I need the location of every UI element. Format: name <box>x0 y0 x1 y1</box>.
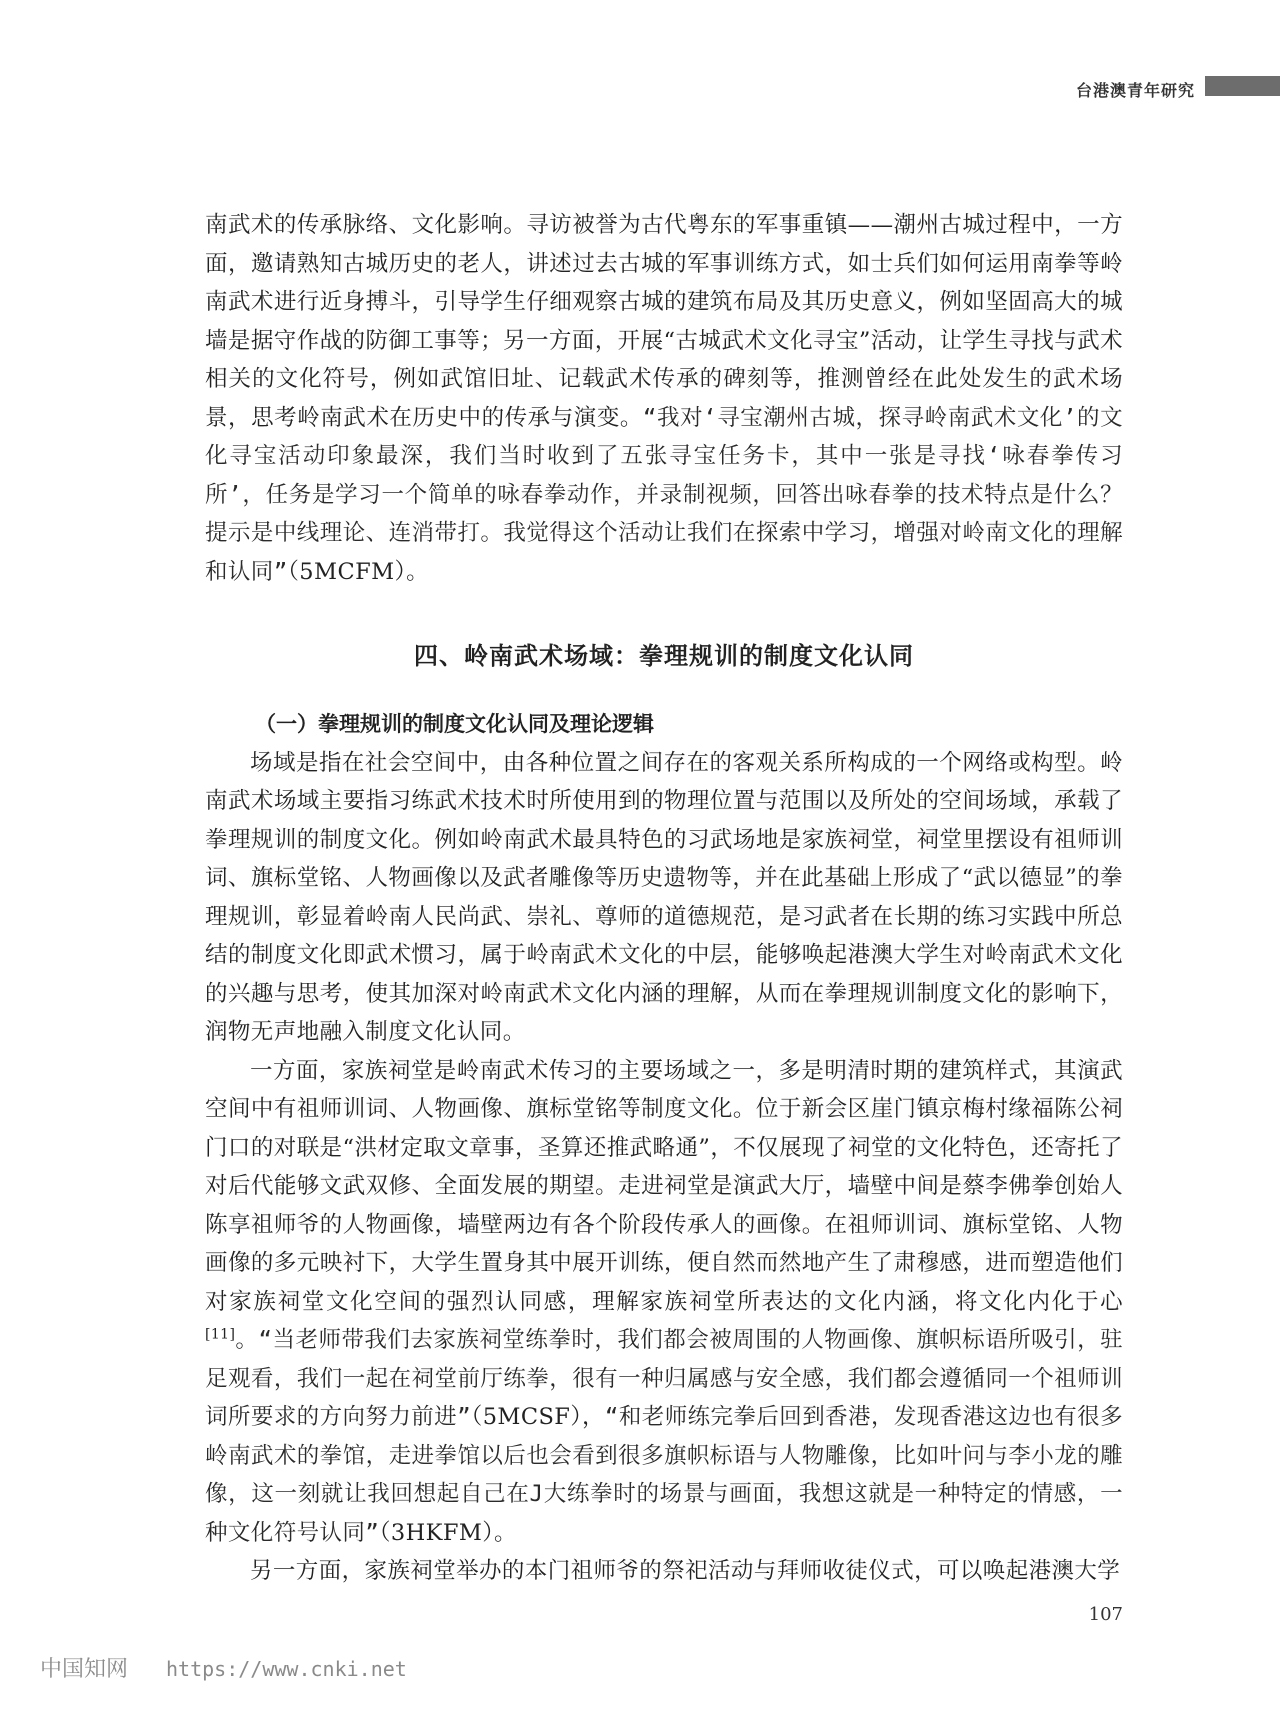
header-accent-bar <box>1205 76 1280 96</box>
section-heading: 四、岭南武术场域：拳理规训的制度文化认同 <box>414 642 914 670</box>
interview-quote: “和老师练完拳后回到香港，发现香港这边也有很多岭南武术的拳馆，走进拳馆以后也会看到很多旗帜标语与人物雕像，比如叶问与李小龙的雕像，这一刻就让我回想起自己在J大练拳时的场景与画面，我想这就是一种特定的情感，一种文化符号认同” <box>205 1404 1123 1546</box>
watermark-name: 中国知网 <box>40 1657 129 1682</box>
intro-text: 南武术的传承脉络、文化影响。寻访被誉为古代粤东的军事重镇——潮州古城过程中，一方面，邀请熟知古城历史的老人，讲述过去古城的军事训练方式，如士兵们如何运用南拳等岭南武术进行近身搏斗，引导学生仔细观察古城的建筑布局及其历史意义，例如坚固高大的城墙是据守作战的防御工事等；另一方面，开展“古城武术文化寻宝”活动，让学生寻找与武术相关的文化符号，例如武馆旧址、记载武术传承的碑刻等，推测曾经在此处发生的武术场景，思考岭南武术在历史中的传承与演变。 <box>205 212 1123 431</box>
cnki-watermark <box>40 1652 407 1683</box>
watermark-url: https://www.cnki.net <box>166 1657 407 1681</box>
interviewee-code: （3HKFM）。 <box>379 1519 517 1546</box>
interview-quote: “我对‘寻宝潮州古城，探寻岭南武术文化’的文化寻宝活动印象最深，我们当时收到了五张寻宝任务卡，其中一张是寻找‘咏春拳传习所’，任务是学习一个简单的咏春拳动作，并录制视频，回答出咏春拳的技术特点是什么？提示是中线理论、连消带打。我觉得这个活动让我们在探索中学习，增强对岭南文化的理解和认同” <box>205 404 1123 585</box>
body-paragraph: 场域是指在社会空间中，由各种位置之间存在的客观关系所构成的一个网络或构型。岭南武术场域主要指习练武术技术时所使用到的物理位置与范围以及所处的空间场域，承载了拳理规训的制度文化。例如岭南武术最具特色的习武场地是家族祠堂，祠堂里摆设有祖师训词、旗标堂铭、人物画像以及武者雕像等历史遗物等，并在此基础上形成了“武以德显”的拳理规训，彰显着岭南人民尚武、崇礼、尊师的道德规范，是习武者在长期的练习实践中所总结的制度文化即武术惯习，属于岭南武术文化的中层，能够唤起港澳大学生对岭南武术文化的兴趣与思考，使其加深对岭南武术文化内涵的理解，从而在拳理规训制度文化的影响下，润物无声地融入制度文化认同。 <box>205 749 1123 1045</box>
journal-header-title: 台港澳青年研究 <box>1075 81 1195 100</box>
interview-quote: “当老师带我们去家族祠堂练拳时，我们都会被周围的人物画像、旗帜标语所吸引，驻足观看，我们一起在祠堂前厅练拳，很有一种归属感与安全感，我们都会遵循同一个祖师训词所要求的方向努力前进” <box>205 1327 1124 1430</box>
intro-paragraph <box>205 206 1123 591</box>
body-paragraph <box>205 1052 1123 1553</box>
article-body <box>205 206 1123 1591</box>
page-number: 107 <box>1088 1604 1123 1625</box>
interviewee-code: （5MCSF）， <box>471 1404 605 1430</box>
citation-reference: [11] <box>205 1326 236 1343</box>
paragraph-text: 一方面，家族祠堂是岭南武术传习的主要场域之一，多是明清时期的建筑样式，其演武空间中有祖师训词、人物画像、旗标堂铭等制度文化。位于新会区崖门镇京梅村缘福陈公祠门口的对联是“洪材定取文章事，圣算还推武略通”，不仅展现了祠堂的文化特色，还寄托了对后代能够文武双修、全面发展的期望。走进祠堂是演武大厅，墙壁中间是蔡李佛拳创始人陈享祖师爷的人物画像，墙壁两边有各个阶段传承人的画像。在祖师训词、旗标堂铭、人物画像的多元映衬下，大学生置身其中展开训练，便自然而然地产生了肃穆感，进而塑造他们对家族祠堂文化空间的强烈认同感，理解家族祠堂所表达的文化内涵，将文化内化于心 <box>205 1057 1123 1315</box>
subsection-heading: （一）拳理规训的制度文化认同及理论逻辑 <box>255 712 654 736</box>
body-paragraph: 另一方面，家族祠堂举办的本门祖师爷的祭祀活动与拜师收徒仪式，可以唤起港澳大学 <box>250 1558 1121 1584</box>
sentence-end: 。 <box>235 1327 259 1353</box>
interviewee-code: （5MCFM）。 <box>287 558 430 585</box>
